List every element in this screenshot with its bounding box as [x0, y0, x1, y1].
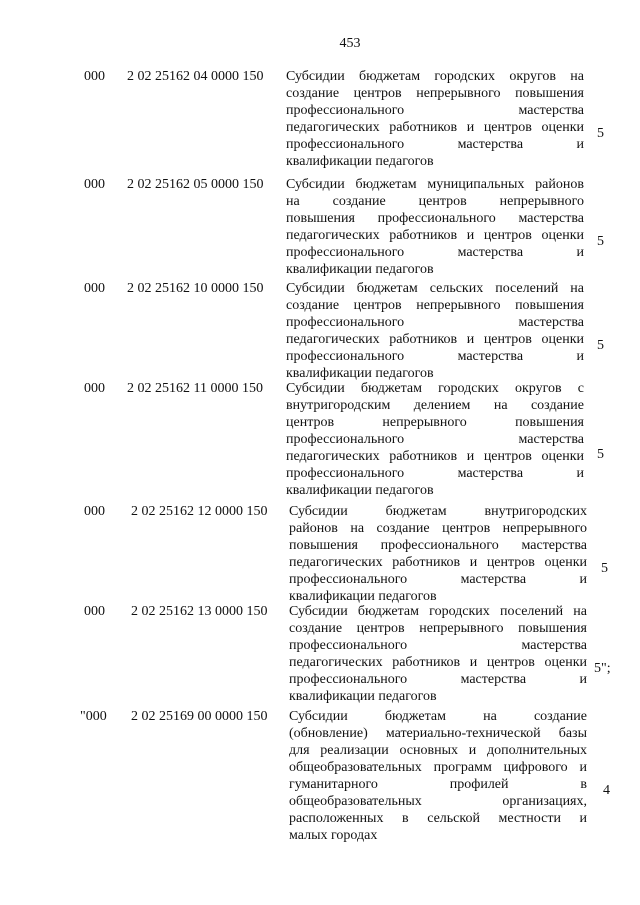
standard-value: 5 — [597, 447, 604, 462]
admin-code: 000 — [84, 504, 105, 519]
description-line: профессионального мастерства — [286, 315, 584, 330]
description-line: Субсидии бюджетам городских округов с — [286, 381, 584, 396]
table-row — [0, 380, 640, 499]
standard-value: 4 — [603, 783, 610, 798]
description-line: Субсидии бюджетам внутригородских — [289, 504, 587, 519]
admin-code: 000 — [84, 177, 105, 192]
description-line: профессионального мастерства и — [289, 572, 587, 587]
description-line: внутригородским делением на создание — [286, 398, 584, 413]
description-line: профессионального мастерства и — [286, 137, 584, 152]
description-line: Субсидии бюджетам городских поселений на — [289, 604, 587, 619]
description-line: педагогических работников и центров оценки — [286, 228, 584, 243]
description-line: создание центров непрерывного повышения — [286, 86, 584, 101]
revenue-description — [289, 503, 587, 605]
description-line: повышения профессионального мастерства — [289, 538, 587, 553]
revenue-description — [289, 708, 587, 844]
description-line: на создание центров непрерывного — [286, 194, 584, 209]
standard-value: 5 — [597, 234, 604, 249]
standard-value: 5"; — [594, 661, 611, 676]
revenue-description — [286, 68, 584, 170]
description-line: для реализации основных и дополнительных — [289, 743, 587, 758]
admin-code: "000 — [80, 709, 107, 724]
description-line: общеобразовательных организациях, — [289, 794, 587, 809]
description-line: создание центров непрерывного повышения — [289, 621, 587, 636]
description-line: повышения профессионального мастерства — [286, 211, 584, 226]
description-line: квалификации педагогов — [289, 689, 437, 704]
table-row — [0, 603, 640, 705]
revenue-description — [286, 176, 584, 278]
description-line: профессионального мастерства и — [286, 349, 584, 364]
page-number: 453 — [339, 36, 361, 51]
description-line: профессионального мастерства — [286, 103, 584, 118]
standard-value: 5 — [597, 126, 604, 141]
description-line: педагогических работников и центров оценки — [286, 332, 584, 347]
revenue-description — [286, 380, 584, 499]
budget-classification-code: 2 02 25162 10 0000 150 — [127, 281, 264, 296]
description-line: квалификации педагогов — [286, 154, 434, 169]
admin-code: 000 — [84, 381, 105, 396]
description-line: квалификации педагогов — [286, 483, 434, 498]
description-line: педагогических работников и центров оценки — [289, 555, 587, 570]
description-line: (обновление) материально-технической базы — [289, 726, 587, 741]
description-line: расположенных в сельской местности и — [289, 811, 587, 826]
description-line: гуманитарного профилей в — [289, 777, 587, 792]
budget-classification-code: 2 02 25169 00 0000 150 — [131, 709, 268, 724]
description-line: общеобразовательных программ цифрового и — [289, 760, 587, 775]
description-line: малых городах — [289, 828, 378, 843]
table-row — [0, 280, 640, 382]
description-line: профессионального мастерства и — [289, 672, 587, 687]
standard-value: 5 — [601, 561, 608, 576]
description-line: Субсидии бюджетам муниципальных районов — [286, 177, 584, 192]
description-line: педагогических работников и центров оценки — [286, 449, 584, 464]
revenue-description — [286, 280, 584, 382]
budget-classification-code: 2 02 25162 12 0000 150 — [131, 504, 268, 519]
admin-code: 000 — [84, 604, 105, 619]
table-row — [0, 708, 640, 844]
revenue-description — [289, 603, 587, 705]
budget-classification-code: 2 02 25162 05 0000 150 — [127, 177, 264, 192]
description-line: профессионального мастерства — [289, 638, 587, 653]
description-line: профессионального мастерства и — [286, 466, 584, 481]
description-line: профессионального мастерства — [286, 432, 584, 447]
description-line: квалификации педагогов — [289, 589, 437, 604]
admin-code: 000 — [84, 69, 105, 84]
budget-classification-code: 2 02 25162 11 0000 150 — [127, 381, 263, 396]
description-line: центров непрерывного повышения — [286, 415, 584, 430]
table-row — [0, 176, 640, 278]
budget-classification-code: 2 02 25162 04 0000 150 — [127, 69, 264, 84]
description-line: районов на создание центров непрерывного — [289, 521, 587, 536]
description-line: Субсидии бюджетам городских округов на — [286, 69, 584, 84]
description-line: квалификации педагогов — [286, 262, 434, 277]
table-row — [0, 503, 640, 605]
description-line: Субсидии бюджетам сельских поселений на — [286, 281, 584, 296]
budget-classification-code: 2 02 25162 13 0000 150 — [131, 604, 268, 619]
description-line: квалификации педагогов — [286, 366, 434, 381]
table-row — [0, 68, 640, 170]
admin-code: 000 — [84, 281, 105, 296]
description-line: Субсидии бюджетам на создание — [289, 709, 587, 724]
description-line: профессионального мастерства и — [286, 245, 584, 260]
description-line: педагогических работников и центров оценки — [286, 120, 584, 135]
description-line: создание центров непрерывного повышения — [286, 298, 584, 313]
standard-value: 5 — [597, 338, 604, 353]
description-line: педагогических работников и центров оценки — [289, 655, 587, 670]
